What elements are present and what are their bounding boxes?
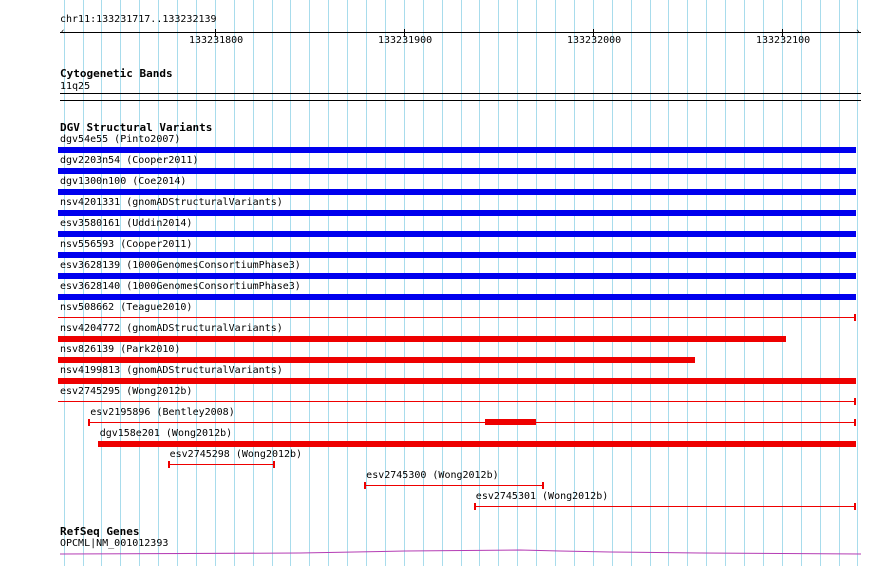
variant-label[interactable]: nsv4201331 (gnomADStructuralVariants)	[60, 197, 283, 208]
variant-label[interactable]: dgv2203n54 (Cooper2011)	[60, 155, 199, 166]
ruler-tick-label-4: 133232100	[756, 35, 811, 46]
variant-label[interactable]: dgv54e55 (Pinto2007)	[60, 134, 181, 145]
variant-label[interactable]: dgv158e201 (Wong2012b)	[99, 428, 233, 439]
variant-label[interactable]: esv2745300 (Wong2012b)	[366, 470, 499, 481]
variant-label[interactable]: esv2195896 (Bentley2008)	[90, 407, 235, 418]
ruler-right-arrow: ›	[855, 27, 861, 37]
ruler-tick-label-2: 133231900	[378, 35, 433, 46]
variant-label[interactable]: esv3628140 (1000GenomesConsortiumPhase3)	[60, 281, 301, 292]
track-title-dgv-structural-variants: DGV Structural Variants	[60, 121, 213, 134]
variant-label[interactable]: nsv4199813 (gnomADStructuralVariants)	[60, 365, 283, 376]
ruler-tick-label-1: 133231800	[189, 35, 244, 46]
variant-label[interactable]: nsv508662 (Teague2010)	[60, 302, 193, 313]
track-title-refseq-genes: RefSeq Genes	[60, 525, 140, 538]
gene-label[interactable]: OPCML|NM_001012393	[60, 538, 169, 549]
variant-label[interactable]: nsv826139 (Park2010)	[60, 344, 181, 355]
variant-label[interactable]: esv2745295 (Wong2012b)	[60, 386, 193, 397]
variant-label[interactable]: dgv1300n100 (Coe2014)	[60, 176, 187, 187]
ruler-left-arrow: ‹	[60, 27, 66, 37]
cytoband-label: 11q25	[60, 81, 91, 92]
variant-label[interactable]: esv3628139 (1000GenomesConsortiumPhase3)	[60, 260, 301, 271]
variant-label[interactable]: esv2745298 (Wong2012b)	[169, 449, 303, 460]
variant-label[interactable]: nsv556593 (Cooper2011)	[60, 239, 193, 250]
variant-label[interactable]: esv3580161 (Uddin2014)	[60, 218, 193, 229]
track-title-cytogenetic-bands: Cytogenetic Bands	[60, 67, 173, 80]
variant-label[interactable]: esv2745301 (Wong2012b)	[475, 491, 609, 502]
gene-coverage-line[interactable]	[60, 550, 861, 554]
variant-label[interactable]: nsv4204772 (gnomADStructuralVariants)	[60, 323, 283, 334]
location-label: chr11:133231717..133232139	[60, 14, 217, 25]
ruler-tick-label-3: 133232000	[567, 35, 622, 46]
